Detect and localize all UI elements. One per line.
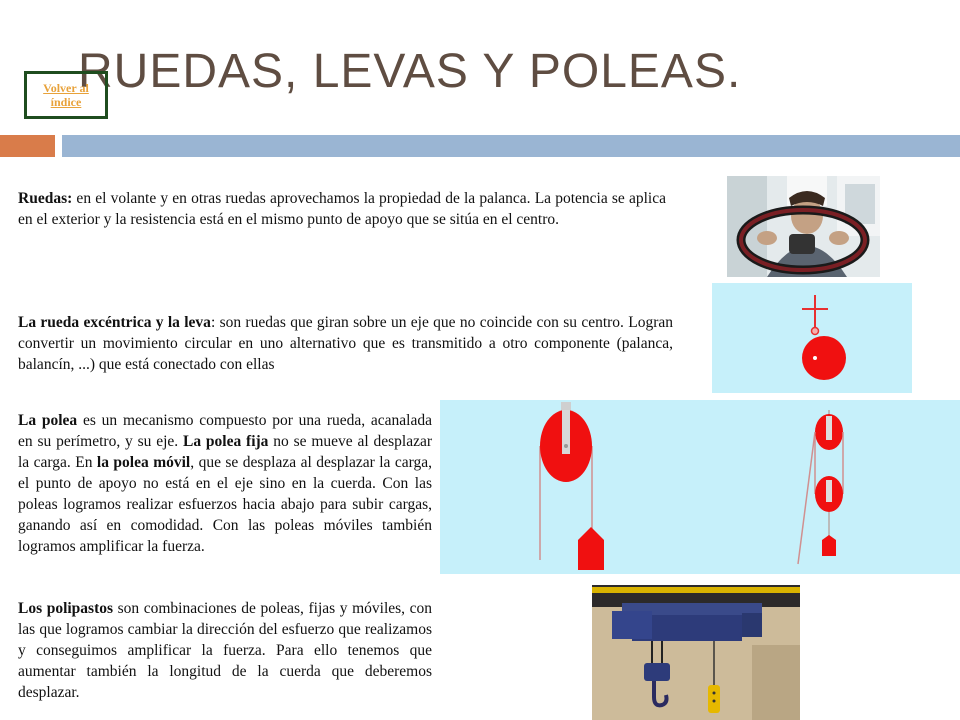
ruedas-term: Ruedas: [18, 190, 73, 207]
eccentric-wheel-diagram [712, 283, 912, 393]
polea-paragraph [18, 410, 432, 557]
polipastos-term: Los polipastos [18, 600, 114, 617]
pulley-diagram [440, 400, 960, 574]
polipastos-paragraph [18, 598, 432, 703]
polea-text-2: no se mueve al desplazar la carga. En [18, 433, 432, 471]
hoist-photo [592, 585, 800, 720]
polea-movil-term: la polea móvil [96, 454, 191, 471]
back-to-index-link[interactable] [24, 71, 108, 119]
excentrica-paragraph [18, 312, 673, 375]
polea-fija-term: La polea fija [182, 433, 269, 450]
polea-text-3: , que se desplaza al desplazar la carga, el punto de apoyo no está en el eje sino en la cuerda. Con las poleas logramos realizar esfuerzos hacia abajo para subir cargas, ganando así en comodidad. Con las poleas móviles también logramos amplificar la fuerza. [18, 454, 432, 555]
polea-text-1: es un mecanismo compuesto por una rueda, acanalada en su perímetro, y su eje. [18, 412, 433, 450]
ruedas-text: en el volante y en otras ruedas aprovechamos la propiedad de la palanca. La potencia se aplica en el exterior y la resistencia está en el mismo punto de apoyo que se sitúa en el centro. [18, 190, 666, 228]
ruedas-paragraph [18, 188, 666, 230]
excentrica-text: : son ruedas que giran sobre un eje que no coincide con su centro. Logran convertir un movimiento circular en uno alternativo que es transmitido a otro componente (palanca, balancín, ...) que está conectado con ellas [18, 314, 674, 373]
slide-title: RUEDAS, LEVAS Y POLEAS. [78, 45, 742, 98]
accent-bar-orange [0, 135, 55, 157]
steering-wheel-photo [727, 176, 880, 277]
back-to-index-label[interactable]: Volver al índice [43, 81, 89, 109]
polipastos-text: son combinaciones de poleas, fijas y móviles, con las que logramos cambiar la dirección del esfuerzo que realizamos y conseguimos amplificar la fuerza. Para ello tenemos que aumentar también la longitud de la cuerda que deberemos desplazar. [18, 600, 432, 701]
polea-term: La polea [18, 412, 78, 429]
excentrica-term: La rueda excéntrica y la leva [18, 314, 211, 331]
accent-bar-blue [62, 135, 960, 157]
